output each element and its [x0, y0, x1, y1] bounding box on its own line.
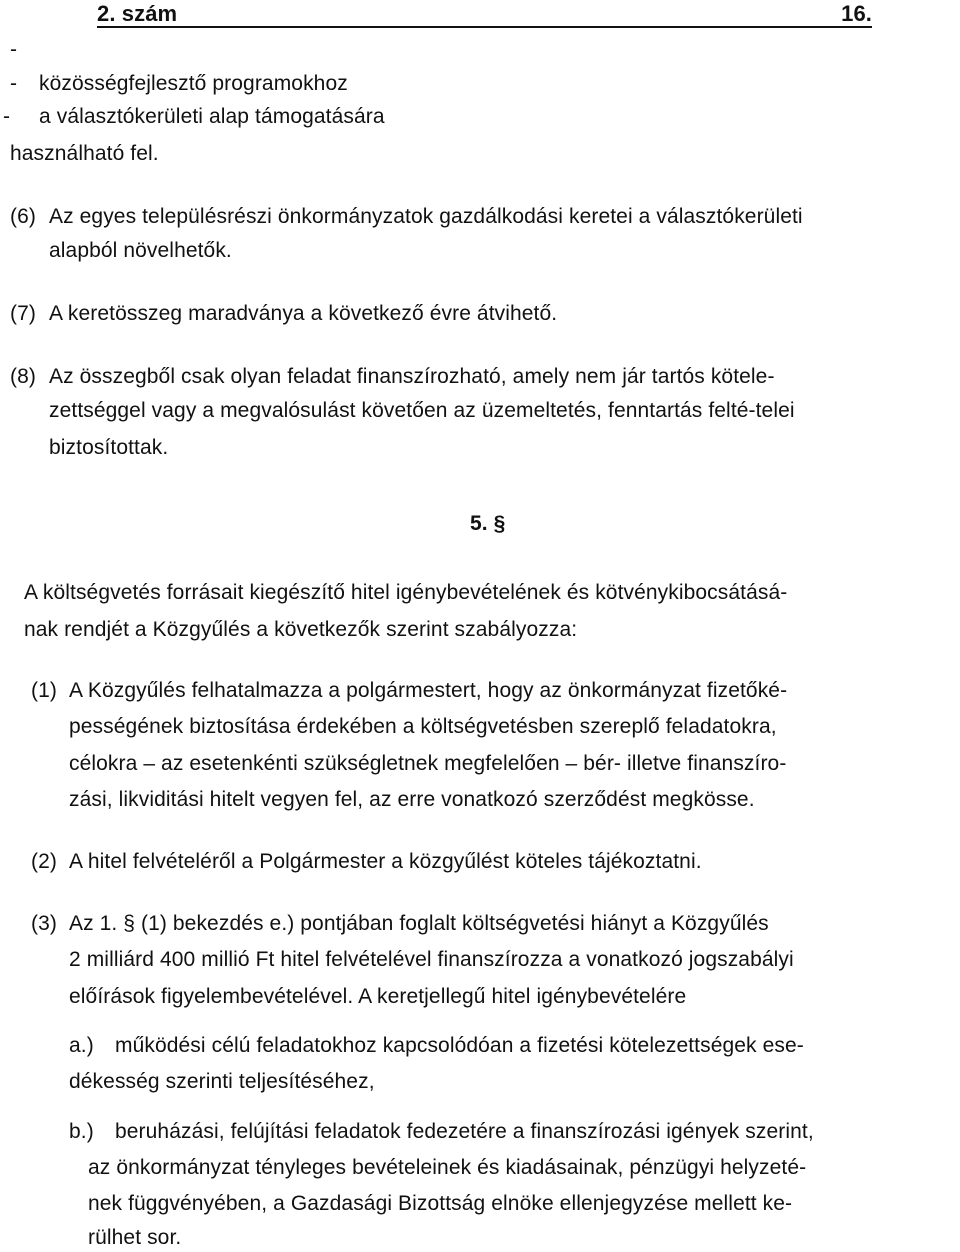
paragraph-number: (8) [10, 365, 36, 388]
paragraph-number: (6) [10, 205, 36, 228]
item-text: nek függvényében, a Gazdasági Bizottság elnöke ellenjegyzése mellett ke- [88, 1192, 793, 1215]
list-dash: - [10, 72, 18, 95]
paragraph-text: A keretösszeg maradványa a következő évre átvihető. [49, 302, 558, 325]
paragraph-text: zettséggel vagy a megvalósulást követően az üzemeltetés, fenntartás felté-telei [49, 399, 795, 422]
paragraph-text: biztosítottak. [49, 436, 169, 459]
item-text: az önkormányzat tényleges bevételeinek és kiadásainak, pénzügyi helyzeté- [88, 1156, 807, 1179]
list-closing: használható fel. [10, 142, 159, 165]
paragraph-text: pességének biztosítása érdekében a költségvetésben szereplő feladatokra, [69, 715, 777, 738]
item-text: rülhet sor. [88, 1226, 182, 1249]
paragraph-text: alapból növelhetők. [49, 239, 232, 262]
item-text: dékesség szerinti teljesítéséhez, [69, 1070, 375, 1093]
paragraph-text: Az egyes településrészi önkormányzatok gazdálkodási keretei a választókerületi [49, 205, 803, 228]
paragraph-text: Az összegből csak olyan feladat finanszírozható, amely nem jár tartós kötele- [49, 365, 775, 388]
item-label: a.) [69, 1034, 94, 1057]
paragraph-text: A Közgyűlés felhatalmazza a polgármestert, hogy az önkormányzat fizetőké- [69, 679, 788, 702]
paragraph-text: zási, likviditási hitelt vegyen fel, az erre vonatkozó szerződést megkösse. [69, 788, 755, 811]
item-text: működési célú feladatokhoz kapcsolódóan a fizetési kötelezettségek ese- [115, 1034, 804, 1057]
page-number: 16. [841, 1, 872, 26]
paragraph-number: (2) [31, 850, 57, 873]
section-intro: nak rendjét a Közgyűlés a következők szerint szabályozza: [24, 618, 578, 641]
paragraph-number: (1) [31, 679, 57, 702]
paragraph-text: Az 1. § (1) bekezdés e.) pontjában foglalt költségvetési hiányt a Közgyűlés [69, 912, 769, 935]
paragraph-text: A hitel felvételéről a Polgármester a közgyűlést köteles tájékoztatni. [69, 850, 702, 873]
paragraph-text: előírások figyelembevételével. A keretjellegű hitel igénybevételére [69, 985, 687, 1008]
paragraph-number: (7) [10, 302, 36, 325]
section-title: 5. § [470, 512, 506, 535]
list-item: a választókerületi alap támogatására [39, 105, 385, 128]
item-label: b.) [69, 1120, 94, 1143]
list-item: közösségfejlesztő programokhoz [39, 72, 348, 95]
issue-number: 2. szám [97, 1, 178, 26]
section-intro: A költségvetés forrásait kiegészítő hitel igénybevételének és kötvénykibocsátásá- [24, 581, 788, 604]
list-dash: - [3, 105, 11, 128]
paragraph-text: célokra – az esetenkénti szükségletnek megfelelően – bér- illetve finanszíro- [69, 752, 787, 775]
paragraph-text: 2 milliárd 400 millió Ft hitel felvételével finanszírozza a vonatkozó jogszabályi [69, 948, 794, 971]
list-dash: - [10, 38, 18, 61]
item-text: beruházási, felújítási feladatok fedezetére a finanszírozási igények szerint, [115, 1120, 814, 1143]
paragraph-number: (3) [31, 912, 57, 935]
page-header [97, 0, 872, 28]
